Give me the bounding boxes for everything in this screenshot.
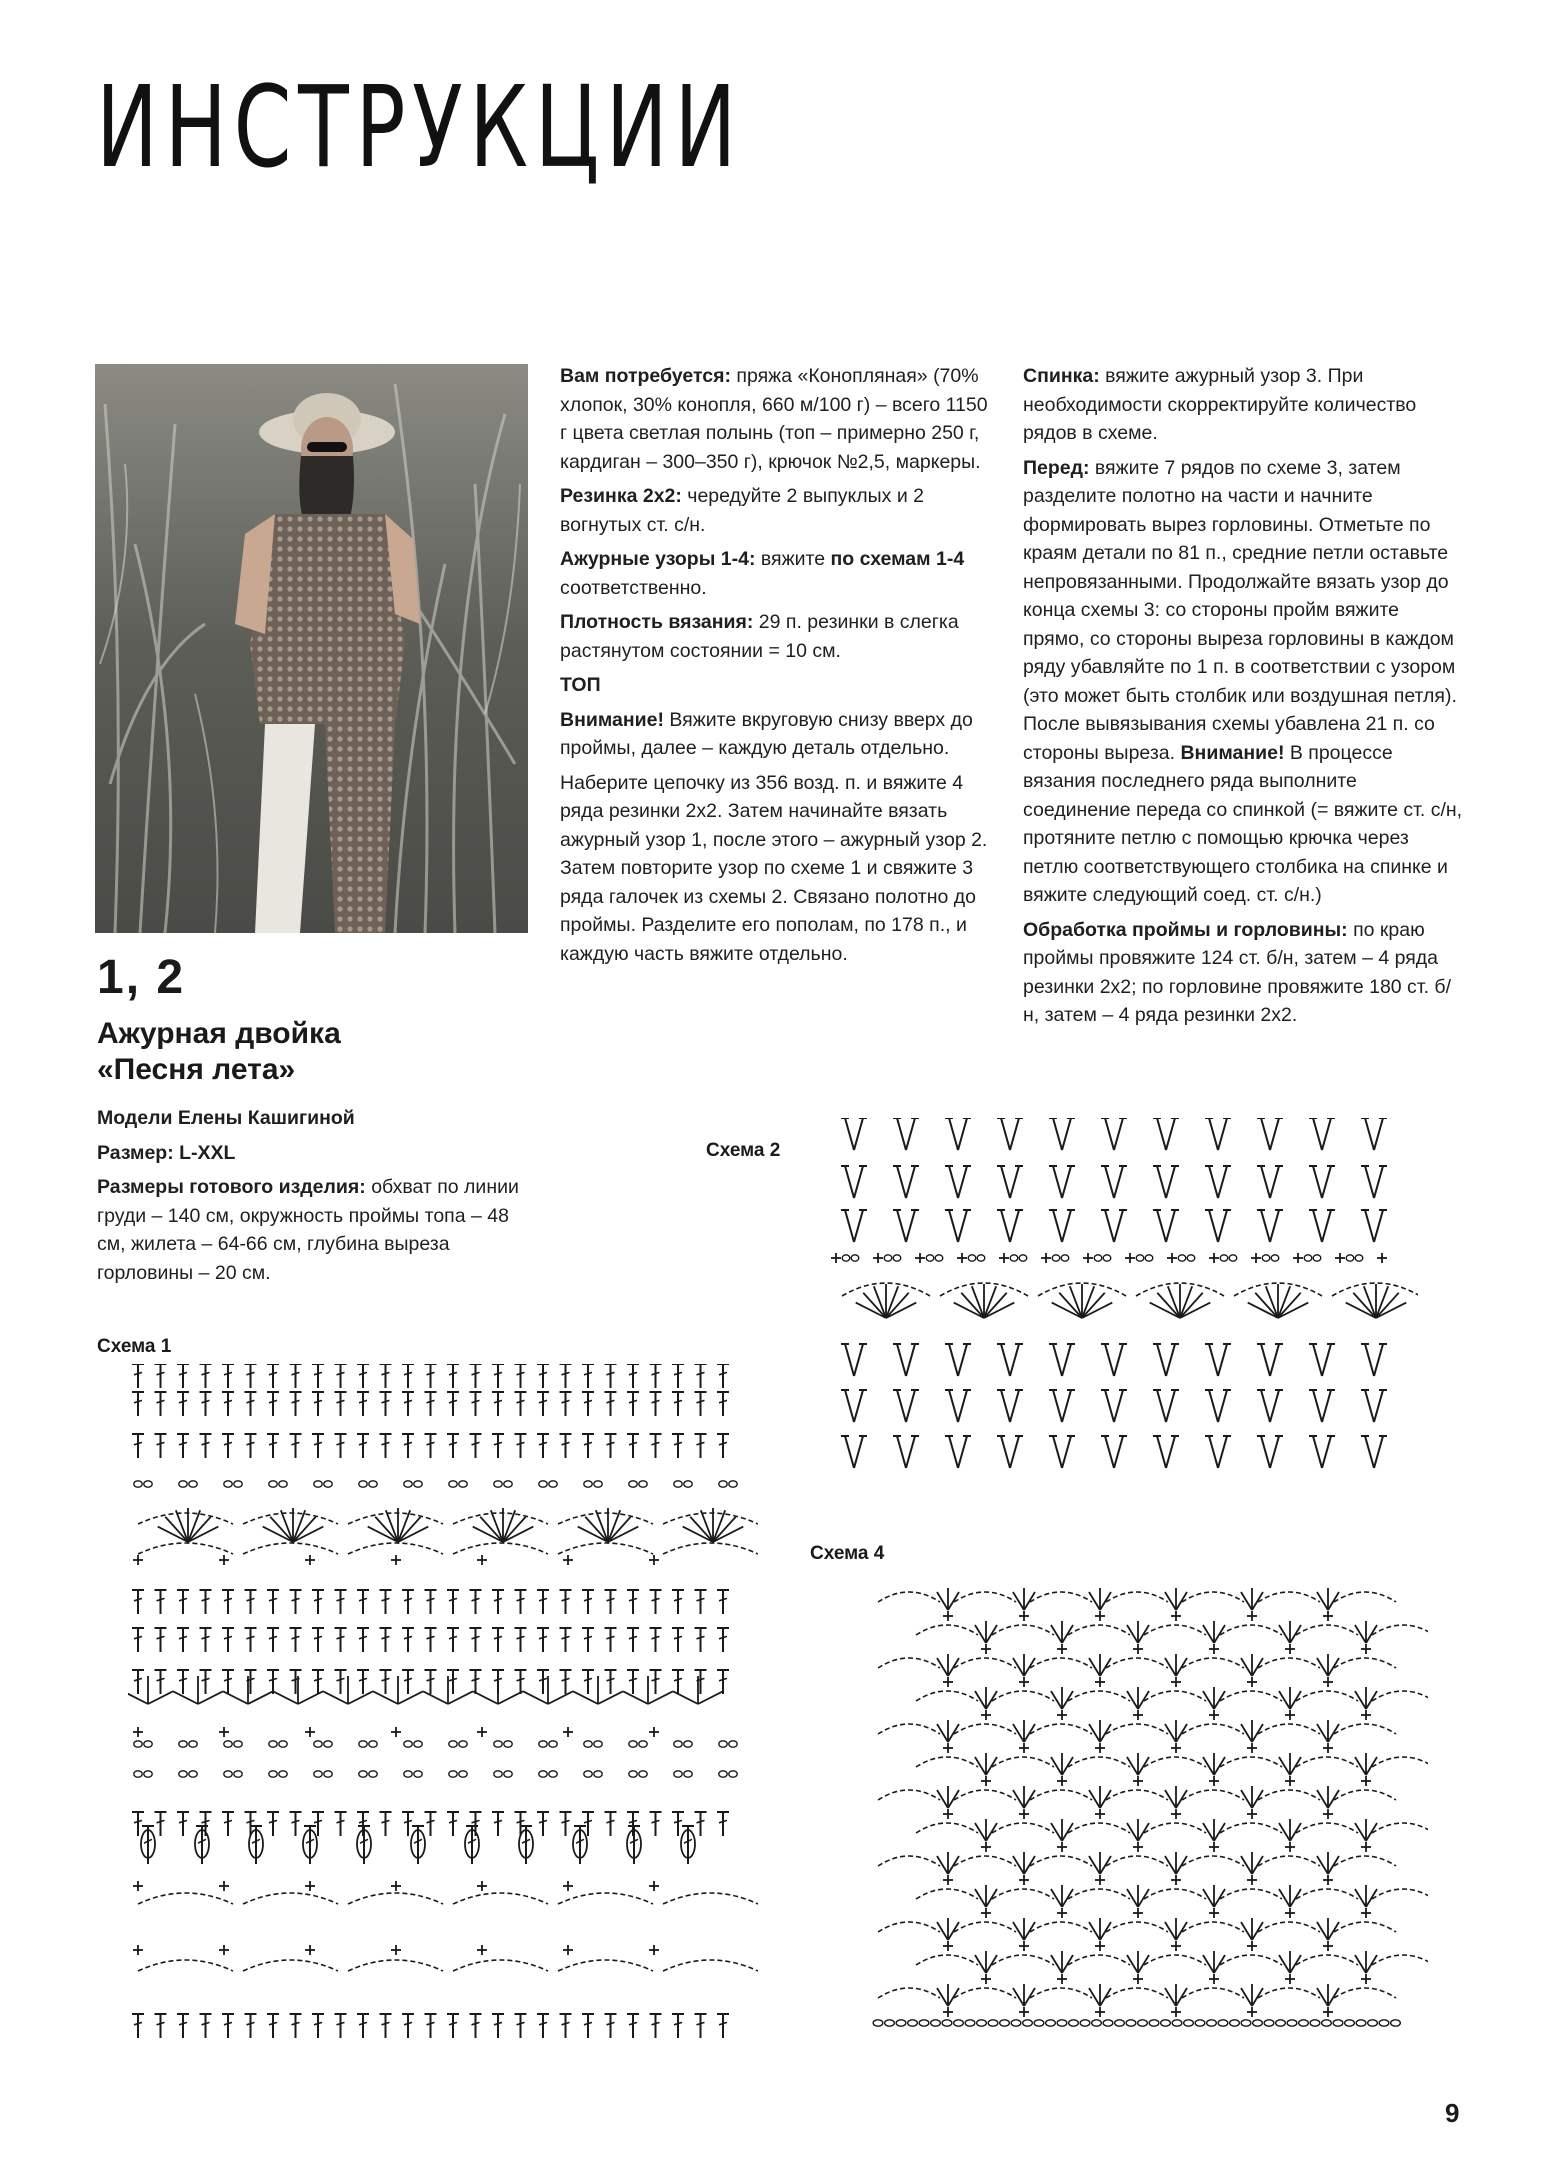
gauge-label: Плотность вязания: bbox=[560, 611, 754, 633]
openwork-text-post: соответственно. bbox=[560, 576, 707, 599]
back-label: Спинка: bbox=[1023, 365, 1100, 387]
gauge-text: 29 п. резинки в слегка растянутом состоянии = 10 см. bbox=[560, 611, 959, 662]
instructions-column-right bbox=[1023, 362, 1463, 1036]
model-title-line2: «Песня лета» bbox=[97, 1053, 296, 1086]
scheme2-label: Схема 2 bbox=[706, 1140, 781, 1161]
dimensions-text: обхват по линии груди – 140 см, окружность проймы топа – 48 см, жилета – 64-66 см, глубина выреза горловины – 20 см. bbox=[97, 1176, 519, 1284]
front-label: Перед: bbox=[1023, 456, 1090, 479]
designer: Модели Елены Кашигиной bbox=[97, 1107, 355, 1129]
scheme1-label: Схема 1 bbox=[97, 1336, 172, 1357]
finishing-label: Обработка проймы и горловины: bbox=[1023, 918, 1348, 941]
materials-label: Вам потребуется: bbox=[560, 365, 731, 387]
scheme4-label: Схема 4 bbox=[810, 1543, 885, 1564]
rib-label: Резинка 2х2: bbox=[560, 485, 682, 507]
scheme2-crochet-chart-diagram bbox=[818, 1118, 1418, 1498]
front-warning-label: Внимание! bbox=[1180, 741, 1285, 764]
top-warning-text: Вяжите вкруговую снизу вверх до проймы, далее – каждую деталь отдельно. bbox=[560, 708, 973, 759]
top-heading: ТОП bbox=[560, 674, 601, 696]
model-title bbox=[97, 1016, 341, 1088]
openwork-label: Ажурные узоры 1-4: bbox=[560, 548, 756, 570]
scheme4-crochet-chart-diagram bbox=[858, 1568, 1428, 2033]
materials-text: пряжа «Конопляная» (70% хлопок, 30% конопля, 660 м/100 г) – всего 1150 г цвета светлая полынь (топ – примерно 250 г, кардиган – 300–350 г), крючок №2,5, маркеры. bbox=[560, 365, 988, 473]
back-text: вяжите ажурный узор 3. При необходимости скорректируйте количество рядов в схеме. bbox=[1023, 365, 1417, 444]
page-title: ИНСТРУКЦИИ bbox=[96, 63, 744, 193]
instructions-column-middle bbox=[560, 362, 997, 974]
model-title-line1: Ажурная двойка bbox=[97, 1017, 341, 1050]
front-text2: В процессе вязания последнего ряда выполните соединение переда со спинкой (= вяжите ст. с/н, протяните петлю с помощью крючка через петлю соответствующего столбика на спинке и вяжите следующий соед. ст. с/н.) bbox=[1023, 741, 1463, 906]
model-number: 1, 2 bbox=[97, 951, 186, 1004]
front-text1: вяжите 7 рядов по схеме 3, затем разделите полотно на части и начните формировать вырез горловины. Отметьте по краям детали по 81 п., средние петли оставьте непровязанными. Продолжайте вязать узор до конца схемы 3: со стороны пройм вяжите прямо, со стороны выреза горловины в каждом ряду убавляйте по 1 п. в соответствии с узором (это может быть столбик или воздушная петля). После вывязывания схемы убавлена 21 п. со стороны выреза. bbox=[1023, 456, 1457, 764]
finishing-text: по краю проймы провяжите 124 ст. б/н, затем – 4 ряда резинки 2х2; по горловине провяжите 180 ст. б/н, затем – 4 ряда резинки 2х2. bbox=[1023, 918, 1451, 1026]
woman-in-hat-photo bbox=[95, 364, 528, 933]
page-number: 9 bbox=[1445, 2098, 1460, 2128]
model-info bbox=[97, 1104, 527, 1293]
top-body: Наберите цепочку из 356 возд. п. и вяжите 4 ряда резинки 2х2. Затем начинайте вязать ажурный узор 1, после этого – ажурный узор 2. Затем повторите узор по схеме 1 и свяжите 3 ряда галочек из схемы 2. Связано полотно до проймы. Разделите его пополам, по 178 п., и каждую часть вяжите отдельно. bbox=[560, 771, 988, 965]
openwork-text-bold: по схемам 1-4 bbox=[830, 548, 965, 570]
openwork-text-pre: вяжите bbox=[755, 548, 831, 570]
top-warning-label: Внимание! bbox=[560, 708, 664, 731]
size: Размер: L-XXL bbox=[97, 1141, 236, 1164]
dimensions-label: Размеры готового изделия: bbox=[97, 1176, 366, 1198]
scheme1-crochet-chart-diagram bbox=[128, 1364, 758, 2044]
rib-text: чередуйте 2 выпуклых и 2 вогнутых ст. с/н. bbox=[560, 485, 924, 536]
